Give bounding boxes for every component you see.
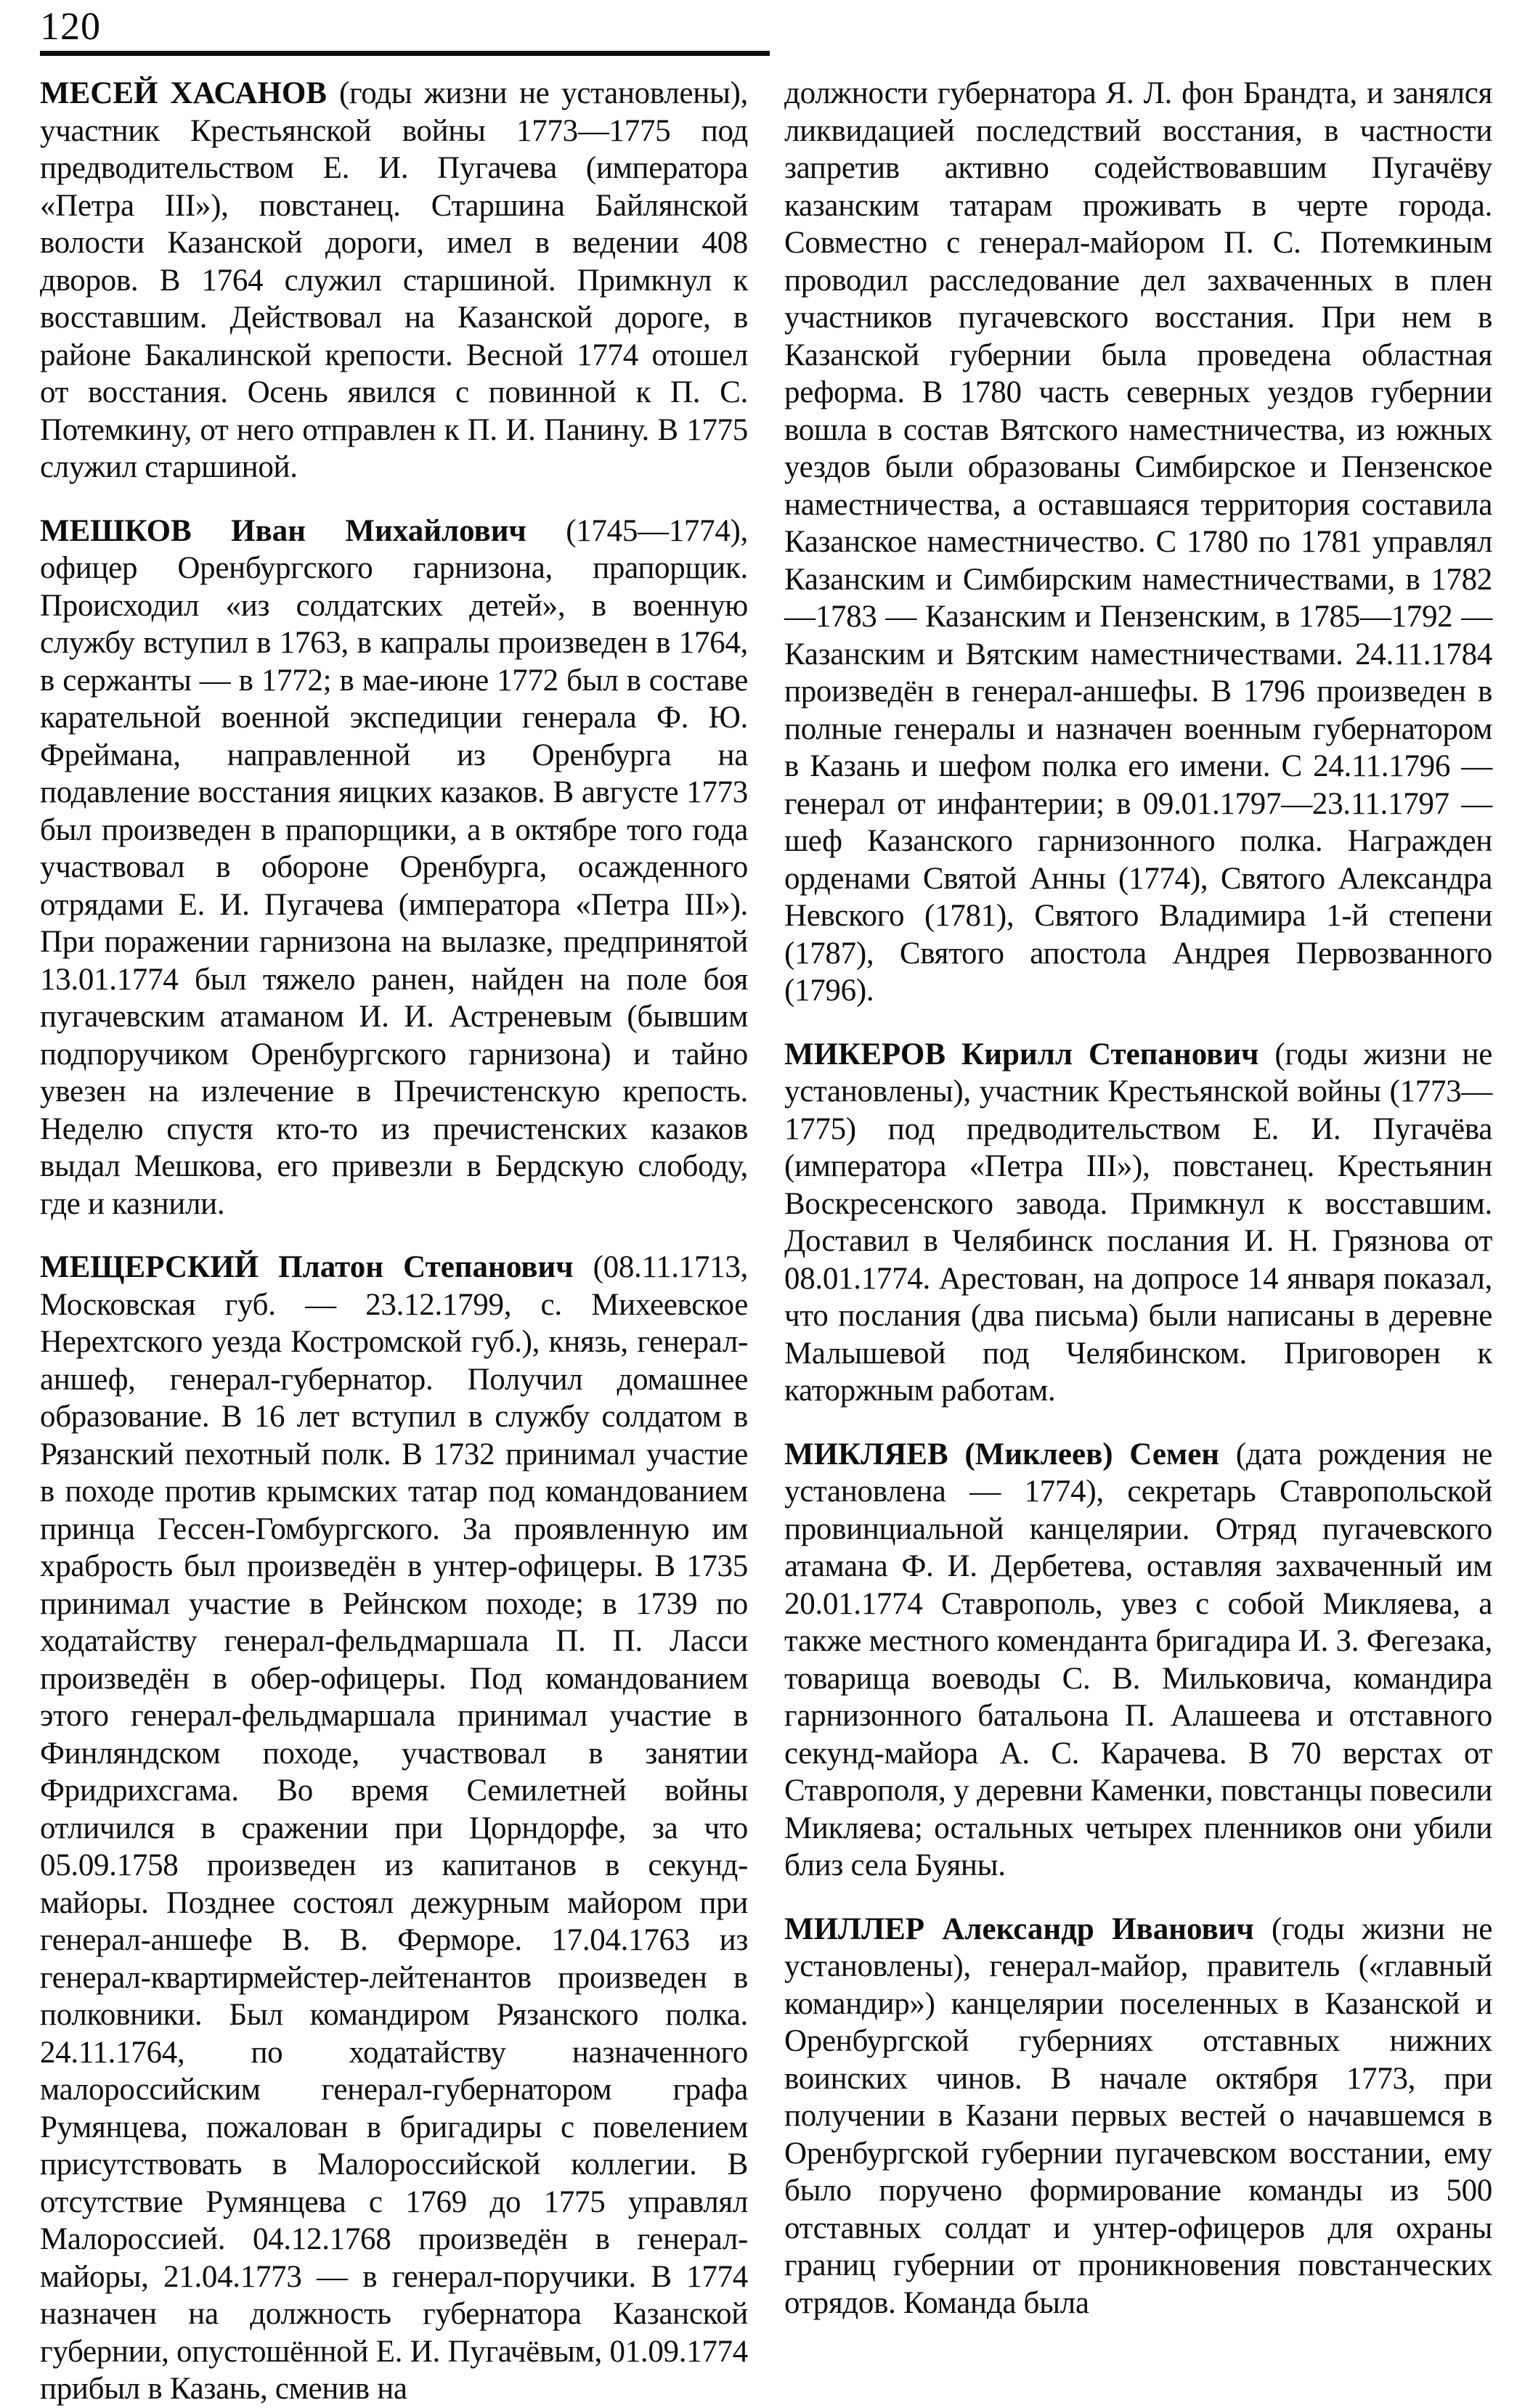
header-rule [40, 51, 770, 56]
entry-headword: МЕШКОВ Иван Михайлович [40, 513, 566, 548]
entry-headword: МЕЩЕРСКИЙ Платон Степанович [40, 1250, 593, 1284]
dictionary-entry: МИЛЛЕР Александр Иванович (годы жизни не установлены), генерал-майор, правитель («главный командир») канцелярии поселенных в Казанской и Оренбургской губерниях отставных нижних воинских чинов. В начале октября 1773, при получении в Казани первых вестей о начавшемся в Оренбургской губернии пугачевском восстании, ему было поручено формирование команды из 500 отставных солдат и унтер-офицеров для охраны границ губернии от проникновения повстанческих отрядов. Команда была [784, 1911, 1492, 2320]
left-column [40, 75, 749, 2406]
dictionary-entry: МЕШКОВ Иван Михайлович (1745—1774), офицер Оренбургского гарнизона, прапорщик. Происходил «из солдатских детей», в военную службу вступил в 1763, в капралы произведен в 1764, в сержанты — в 1772; в мае-июне 1772 был в составе карательной военной экспедиции генерала Ф. Ю. Фреймана, направленной из Оренбурга на подавление восстания яицких казаков. В августе 1773 был произведен в прапорщики, а в октябре того года участвовал в обороне Оренбурга, осажденного отрядами Е. И. Пугачева (императора «Петра III»). При поражении гарнизона на вылазке, предпринятой 13.01.1774 был тяжело ранен, найден на поле боя пугачевским атаманом И. И. Астреневым (бывшим подпоручиком Оренбургского гарнизона) и тайно увезен на излечение в Пречистенскую крепость. Неделю спустя кто-то из пречистенских казаков выдал Мешкова, его привезли в Бердскую слободу, где и казнили. [40, 513, 748, 1221]
dictionary-entry: МЕЩЕРСКИЙ Платон Степанович (08.11.1713, Московская губ. — 23.12.1799, с. Михеевское Нерехтского уезда Костромской губ.), князь, генерал-аншеф, генерал-губернатор. Получил домашнее образование. В 16 лет вступил в службу солдатом в Рязанский пехотный полк. В 1732 принимал участие в походе против крымских татар под командованием принца Гессен-Гомбургского. За проявленную им храбрость был произведён в унтер-офицеры. В 1735 принимал участие в Рейнском походе; в 1739 по ходатайству генерал-фельдмаршала П. П. Ласси произведён в обер-офицеры. Под командованием этого генерал-фельдмаршала принимал участие в Финляндском походе, участвовал в занятии Фридрихсгама. Во время Семилетней войны отличился в сражении при Цорндорфе, за что 05.09.1758 произведен из капитанов в секунд-майоры. Позднее состоял дежурным майором при генерал-аншефе В. В. Ферморе. 17.04.1763 из генерал-квартирмейстер-лейтенантов произведен в полковники. Был командиром Рязанского полка. 24.11.1764, по ходатайству назначенного малороссийским генерал-губернатором графа Румянцева, пожалован в бригадиры с повелением присутствовать в Малороссийской коллегии. В отсутствие Румянцева с 1769 до 1775 управлял Малороссией. 04.12.1768 произведён в генерал-майоры, 21.04.1773 — в генерал-поручики. В 1774 назначен на должность губернатора Казанской губернии, опустошённой Е. И. Пугачёвым, 01.09.1774 прибыл в Казань, сменив на [40, 1250, 748, 2406]
page-number: 120 [40, 4, 101, 48]
text-columns [40, 75, 1492, 2406]
dictionary-entry: МЕСЕЙ ХАСАНОВ (годы жизни не установлены), участник Крестьянской войны 1773—1775 под предводительством Е. И. Пугачева (императора «Петра III»), повстанец. Старшина Байлянской волости Казанской дороги, имел в ведении 408 дворов. В 1764 служил старшиной. Примкнул к восставшим. Действовал на Казанской дороге, в районе Бакалинской крепости. Весной 1774 отошел от восстания. Осень явился с повинной к П. С. Потемкину, от него отправлен к П. И. Панину. В 1775 служил старшиной. [40, 76, 749, 484]
entry-headword: МИКЕРОВ Кирилл Степанович [784, 1037, 1275, 1072]
right-column [784, 75, 1492, 2320]
entry-headword: МЕСЕЙ ХАСАНОВ [40, 76, 339, 110]
entry-continuation: должности губернатора Я. Л. фон Брандта, и занялся ликвидацией последствий восстания, в частности запретив активно содействовавшим Пугачёву казанским татарам проживать в черте города. Совместно с генерал-майором П. С. Потемкиным проводил расследование дел захваченных в плен участников пугачевского восстания. При нем в Казанской губернии была проведена областная реформа. В 1780 часть северных уездов губернии вошла в состав Вятского наместничества, из южных уездов были образованы Симбирское и Пензенское наместничества, а оставшаяся территория составила Казанское наместничество. С 1780 по 1781 управлял Казанским и Симбирским наместничествами, в 1782—1783 — Казанским и Пензенским, в 1785—1792 — Казанским и Вятским наместничествами. 24.11.1784 произведён в генерал-аншефы. В 1796 произведен в полные генералы и назначен военным губернатором в Казань и шефом полка его имени. С 24.11.1796 — генерал от инфантерии; в 09.01.1797—23.11.1797 — шеф Казанского гарнизонного полка. Награжден орденами Святой Анны (1774), Святого Александра Невского (1781), Святого Владимира 1-й степени (1787), Святого апостола Андрея Первозванного (1796). [784, 76, 1492, 1008]
dictionary-entry: МИКЕРОВ Кирилл Степанович (годы жизни не установлены), участник Крестьянской войны (1773—1775) под предводительством Е. И. Пугачёва (императора «Петра III»), повстанец. Крестьянин Воскресенского завода. Примкнул к восставшим. Доставил в Челябинск послания И. Н. Грязнова от 08.01.1774. Арестован, на допросе 14 января показал, что послания (два письма) были написаны в деревне Малышевой под Челябинском. Приговорен к каторжным работам. [784, 1037, 1492, 1408]
page-header [40, 6, 1492, 56]
dictionary-entry: МИКЛЯЕВ (Миклеев) Семен (дата рождения не установлена — 1774), секретарь Ставропольской провинциальной канцелярии. Отряд пугачевского атамана Ф. И. Дербетева, оставляя захваченный им 20.01.1774 Ставрополь, увез с собой Микляева, а также местного коменданта бригадира И. З. Фегезака, товарища воеводы С. В. Мильковича, командира гарнизонного батальона П. Алашеева и отставного секунд-майора А. С. Карачева. В 70 верстах от Ставрополя, у деревни Каменки, повстанцы повесили Микляева; остальных четырех пленников они убили близ села Буяны. [784, 1437, 1492, 1882]
entry-headword: МИЛЛЕР Александр Иванович [784, 1911, 1272, 1946]
entry-headword: МИКЛЯЕВ (Миклеев) Семен [784, 1437, 1236, 1472]
